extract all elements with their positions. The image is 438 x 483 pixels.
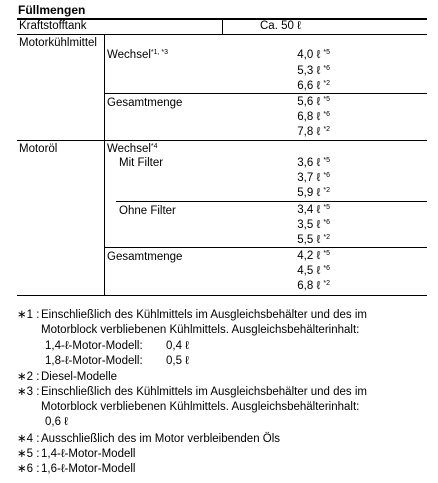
value-coolant-gesamt-2: 6,8 ℓ $^{*6}$	[297, 111, 330, 123]
row-label-motorkuehlmittel: Motorkühlmittel	[19, 37, 97, 49]
row-label-kraftstofftank: Kraftstofftank	[19, 20, 87, 32]
footnote-ref: *1, *3	[150, 49, 169, 56]
row-label-gesamtmenge: Gesamtmenge	[107, 97, 183, 109]
footnote-1: ∗1 : Einschließlich des Kühlmittels im Ausgleichsbehälter und des im	[17, 309, 367, 321]
footnote-1-line-2: Motorblock verbliebenen Kühlmittels. Ausgleichsbehälterinhalt:	[41, 324, 360, 336]
footnote-mark: ∗1 :	[17, 309, 40, 321]
row-label-ohne-filter: Ohne Filter	[119, 205, 176, 217]
row-label-wechsel: Wechsel$^{*1, *3}$	[107, 49, 169, 61]
value-oil-ohne-filter-1: 3,4 ℓ $^{*5}$	[297, 204, 330, 216]
footnote-3: ∗3 : Einschließlich des Kühlmittels im Ausgleichsbehälter und des im	[17, 386, 367, 398]
footnote-1-sub-label-1: 1,4-ℓ-Motor-Modell:	[45, 340, 143, 352]
table-column-divider	[104, 34, 105, 295]
value-oil-ohne-filter-2: 3,5 ℓ $^{*6}$	[297, 219, 330, 231]
footnote-mark: ∗2 :	[17, 371, 40, 383]
row-label-mit-filter: Mit Filter	[119, 157, 164, 169]
table-rule	[104, 247, 427, 248]
row-label-gesamtmenge: Gesamtmenge	[107, 251, 183, 263]
row-label-wechsel: Wechsel$^{*4}$	[107, 143, 158, 155]
footnote-1-sub-value-2: 0,5 ℓ	[166, 355, 189, 367]
footnote-1-sub-label-2: 1,8-ℓ-Motor-Modell:	[45, 355, 143, 367]
value-oil-mit-filter-1: 3,6 ℓ $^{*5}$	[297, 157, 330, 169]
footnote-3-line-3: 0,6 ℓ	[45, 416, 68, 428]
value-kraftstofftank: Ca. 50 ℓ	[260, 20, 301, 32]
footnote-mark: ∗5 :	[17, 448, 40, 460]
value-coolant-wechsel-2: 5,3 ℓ $^{*6}$	[297, 65, 330, 77]
page-title: Füllmengen	[18, 3, 86, 17]
value-oil-gesamt-1: 4,2 ℓ $^{*5}$	[297, 250, 330, 262]
table-rule	[17, 34, 427, 35]
value-oil-gesamt-2: 4,5 ℓ $^{*6}$	[297, 265, 330, 277]
footnote-mark: ∗6 :	[17, 463, 40, 475]
value-oil-mit-filter-2: 3,7 ℓ $^{*6}$	[297, 172, 330, 184]
table-rule	[116, 201, 427, 202]
table-rule	[104, 93, 427, 94]
footnote-6: ∗6 : 1,6-ℓ-Motor-Modell	[17, 463, 136, 475]
table-column-divider	[222, 18, 223, 34]
footnote-mark: ∗4 :	[17, 433, 40, 445]
value-coolant-wechsel-3: 6,6 ℓ $^{*2}$	[297, 80, 330, 92]
row-label-motoroel: Motoröl	[19, 143, 58, 155]
footnote-2: ∗2 : Diesel-Modelle	[17, 371, 118, 383]
table-rule-bottom	[17, 295, 427, 296]
value-oil-mit-filter-3: 5,9 ℓ $^{*2}$	[297, 187, 330, 199]
footnote-5: ∗5 : 1,4-ℓ-Motor-Modell	[17, 448, 136, 460]
value-coolant-wechsel-1: 4,0 ℓ $^{*5}$	[297, 49, 330, 61]
value-oil-gesamt-3: 6,8 ℓ $^{*2}$	[297, 280, 330, 292]
footnote-4: ∗4 : Ausschließlich des im Motor verbleibenden Öls	[17, 433, 281, 445]
value-oil-ohne-filter-3: 5,5 ℓ $^{*2}$	[297, 234, 330, 246]
footnote-1-sub-value-1: 0,4 ℓ	[166, 340, 189, 352]
value-coolant-gesamt-3: 7,8 ℓ $^{*2}$	[297, 126, 330, 138]
footnote-ref: *4	[150, 143, 158, 150]
footnote-mark: ∗3 :	[17, 386, 40, 398]
footnote-3-line-2: Motorblock verbliebenen Kühlmittels. Ausgleichsbehälterinhalt:	[41, 401, 360, 413]
value-coolant-gesamt-1: 5,6 ℓ $^{*5}$	[297, 96, 330, 108]
table-rule	[17, 140, 427, 141]
